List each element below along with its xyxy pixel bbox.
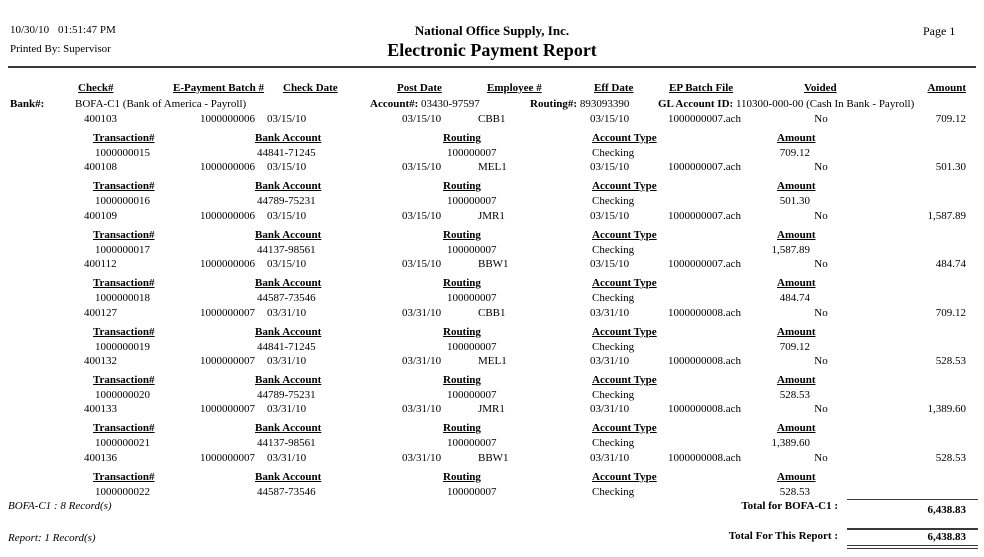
- bank-name: BOFA-C1 (Bank of America - Payroll): [75, 98, 247, 110]
- check-record-row: [0, 161, 984, 210]
- report-total-label: Total For This Report :: [728, 530, 838, 542]
- account-type: Checking: [592, 389, 635, 401]
- routing-number: 100000007: [447, 437, 497, 450]
- sub-header-account-type: Account Type: [592, 228, 657, 241]
- voided-flag: No: [814, 355, 828, 367]
- check-date: 03/15/10: [267, 209, 307, 222]
- routing-number-label: Routing#:: [530, 98, 578, 110]
- transaction-number: 1000000022: [95, 485, 150, 498]
- epayment-batch-number: 1000000006: [200, 161, 255, 174]
- report-total-rule-top: [847, 528, 978, 530]
- epayment-batch-number: 1000000007: [200, 355, 255, 367]
- column-header-amount: Amount: [927, 82, 966, 94]
- sub-header-routing: Routing: [443, 132, 481, 144]
- sub-header-bank-account: Bank Account: [255, 228, 322, 241]
- check-amount: 709.12: [935, 113, 966, 125]
- eff-date: 03/15/10: [590, 113, 630, 125]
- check-amount: 484.74: [935, 258, 966, 271]
- bank-total-label: Total for BOFA-C1 :: [741, 500, 838, 512]
- check-number: 400136: [84, 451, 117, 464]
- sub-header-account-type: Account Type: [592, 180, 657, 193]
- sub-header-transaction: Transaction#: [93, 325, 155, 338]
- sub-header-routing: Routing: [443, 325, 481, 338]
- check-date: 03/31/10: [267, 306, 307, 319]
- check-record-row: [0, 258, 984, 307]
- transaction-amount: 501.30: [779, 195, 810, 208]
- account-number-label: Account#:: [370, 98, 419, 110]
- header-divider: [8, 66, 976, 68]
- voided-flag: No: [814, 113, 828, 125]
- account-type: Checking: [592, 437, 635, 450]
- check-record-row: [0, 452, 984, 501]
- eff-date: 03/31/10: [590, 451, 630, 464]
- bank-account-number: 44789-75231: [257, 389, 316, 401]
- sub-header-amount: Amount: [777, 228, 816, 241]
- post-date: 03/15/10: [402, 209, 442, 222]
- bank-account-number: 44789-75231: [257, 195, 316, 208]
- transaction-amount: 528.53: [779, 485, 810, 498]
- account-number-value: 03430-97597: [421, 98, 480, 110]
- bank-label: Bank#:: [10, 98, 45, 110]
- column-header-eff-date: Eff Date: [594, 82, 634, 94]
- post-date: 03/31/10: [402, 355, 442, 367]
- sub-header-transaction: Transaction#: [93, 422, 155, 435]
- eff-date: 03/31/10: [590, 306, 630, 319]
- company-name: National Office Supply, Inc.: [414, 23, 570, 38]
- sub-header-transaction: Transaction#: [93, 180, 155, 193]
- ep-batch-file-name: 1000000007.ach: [668, 113, 742, 125]
- check-date: 03/31/10: [267, 403, 307, 416]
- employee-id: JMR1: [478, 209, 505, 222]
- employee-id: BBW1: [478, 258, 509, 271]
- sub-header-bank-account: Bank Account: [255, 422, 322, 435]
- routing-number: 100000007: [447, 340, 497, 353]
- voided-flag: No: [814, 451, 828, 464]
- gl-account-value: 110300-000-00 (Cash In Bank - Payroll): [735, 98, 915, 110]
- post-date: 03/15/10: [402, 113, 442, 125]
- post-date: 03/15/10: [402, 258, 442, 271]
- post-date: 03/31/10: [402, 403, 442, 416]
- bank-account-number: 44137-98561: [257, 243, 316, 256]
- check-amount: 501.30: [935, 161, 966, 174]
- sub-header-bank-account: Bank Account: [255, 132, 322, 144]
- post-date: 03/31/10: [402, 451, 442, 464]
- sub-header-account-type: Account Type: [592, 374, 657, 386]
- check-date: 03/31/10: [267, 451, 307, 464]
- epayment-batch-number: 1000000007: [200, 403, 255, 416]
- printed-by-label: Printed By:: [10, 43, 61, 55]
- sub-header-account-type: Account Type: [592, 277, 657, 290]
- epayment-batch-number: 1000000007: [200, 306, 255, 319]
- check-date: 03/15/10: [267, 161, 307, 174]
- account-type: Checking: [592, 243, 635, 256]
- check-date: 03/15/10: [267, 258, 307, 271]
- ep-batch-file-name: 1000000007.ach: [668, 161, 742, 174]
- check-date: 03/31/10: [267, 355, 307, 367]
- employee-id: CBB1: [478, 113, 506, 125]
- account-type: Checking: [592, 485, 635, 498]
- sub-header-transaction: Transaction#: [93, 470, 155, 483]
- sub-header-amount: Amount: [777, 132, 816, 144]
- report-record-count: Report: 1 Record(s): [8, 532, 96, 544]
- account-type: Checking: [592, 195, 635, 208]
- sub-header-amount: Amount: [777, 470, 816, 483]
- transaction-number: 1000000017: [95, 243, 150, 256]
- eff-date: 03/31/10: [590, 355, 630, 367]
- print-time: 01:51:47 PM: [58, 24, 116, 36]
- check-number: 400108: [84, 161, 117, 174]
- ep-batch-file-name: 1000000008.ach: [668, 403, 742, 416]
- sub-header-amount: Amount: [777, 422, 816, 435]
- voided-flag: No: [814, 403, 828, 416]
- check-amount: 709.12: [935, 306, 966, 319]
- print-date: 10/30/10: [10, 24, 50, 36]
- sub-header-transaction: Transaction#: [93, 277, 155, 290]
- routing-number: 100000007: [447, 195, 497, 208]
- check-amount: 528.53: [935, 451, 966, 464]
- epayment-batch-number: 1000000006: [200, 209, 255, 222]
- routing-number: 100000007: [447, 243, 497, 256]
- check-number: 400133: [84, 403, 117, 416]
- sub-header-bank-account: Bank Account: [255, 374, 322, 386]
- routing-number-value: 893093390: [579, 98, 630, 110]
- eff-date: 03/15/10: [590, 258, 630, 271]
- sub-header-bank-account: Bank Account: [255, 277, 322, 290]
- check-date: 03/15/10: [267, 113, 307, 125]
- page-number: Page 1: [923, 24, 956, 38]
- employee-id: CBB1: [478, 306, 506, 319]
- sub-header-routing: Routing: [443, 422, 481, 435]
- voided-flag: No: [814, 306, 828, 319]
- transaction-amount: 1,389.60: [771, 437, 810, 450]
- transaction-amount: 709.12: [779, 340, 810, 353]
- routing-number: 100000007: [447, 485, 497, 498]
- sub-header-bank-account: Bank Account: [255, 325, 322, 338]
- employee-id: MEL1: [478, 161, 507, 174]
- check-amount: 1,389.60: [927, 403, 966, 416]
- check-amount: 528.53: [935, 355, 966, 367]
- column-header-ep-batch-file: EP Batch File: [669, 82, 734, 94]
- employee-id: JMR1: [478, 403, 505, 416]
- account-type: Checking: [592, 147, 635, 159]
- eff-date: 03/15/10: [590, 209, 630, 222]
- check-record-row: [0, 355, 984, 404]
- sub-header-account-type: Account Type: [592, 325, 657, 338]
- check-amount: 1,587.89: [927, 209, 966, 222]
- bank-total-rule: [847, 499, 978, 500]
- bank-total-amount: 6,438.83: [927, 504, 966, 516]
- voided-flag: No: [814, 258, 828, 271]
- sub-header-amount: Amount: [777, 180, 816, 193]
- column-header-post-date: Post Date: [397, 82, 442, 94]
- epayment-batch-number: 1000000006: [200, 113, 255, 125]
- post-date: 03/15/10: [402, 161, 442, 174]
- sub-header-transaction: Transaction#: [93, 228, 155, 241]
- sub-header-bank-account: Bank Account: [255, 470, 322, 483]
- bank-account-number: 44841-71245: [257, 147, 316, 159]
- check-number: 400109: [84, 209, 117, 222]
- sub-header-account-type: Account Type: [592, 132, 657, 144]
- transaction-amount: 1,587.89: [771, 243, 810, 256]
- transaction-amount: 709.12: [779, 147, 810, 159]
- sub-header-routing: Routing: [443, 470, 481, 483]
- sub-header-amount: Amount: [777, 277, 816, 290]
- report-total-double-rule-1: [847, 545, 978, 546]
- check-number: 400132: [84, 355, 117, 367]
- sub-header-amount: Amount: [777, 374, 816, 386]
- check-number: 400127: [84, 306, 117, 319]
- sub-header-routing: Routing: [443, 374, 481, 386]
- post-date: 03/31/10: [402, 306, 442, 319]
- sub-header-routing: Routing: [443, 277, 481, 290]
- report-total-amount: 6,438.83: [927, 531, 966, 543]
- epayment-batch-number: 1000000006: [200, 258, 255, 271]
- ep-batch-file-name: 1000000008.ach: [668, 306, 742, 319]
- sub-header-account-type: Account Type: [592, 470, 657, 483]
- eff-date: 03/15/10: [590, 161, 630, 174]
- column-header-employee: Employee #: [487, 82, 542, 94]
- bank-account-number: 44137-98561: [257, 437, 316, 450]
- report-title: Electronic Payment Report: [387, 40, 597, 60]
- sub-header-account-type: Account Type: [592, 422, 657, 435]
- gl-account-label: GL Account ID:: [658, 98, 734, 110]
- bank-account-number: 44841-71245: [257, 340, 316, 353]
- employee-id: BBW1: [478, 451, 509, 464]
- bank-account-number: 44587-73546: [257, 485, 316, 498]
- ep-batch-file-name: 1000000007.ach: [668, 258, 742, 271]
- sub-header-routing: Routing: [443, 228, 481, 241]
- transaction-amount: 484.74: [779, 292, 810, 305]
- bank-account-number: 44587-73546: [257, 292, 316, 305]
- epayment-batch-number: 1000000007: [200, 451, 255, 464]
- ep-batch-file-name: 1000000008.ach: [668, 451, 742, 464]
- check-record-row: [0, 307, 984, 356]
- transaction-number: 1000000016: [95, 195, 150, 208]
- sub-header-transaction: Transaction#: [93, 374, 155, 386]
- printed-by-value: Supervisor: [63, 43, 111, 55]
- transaction-amount: 528.53: [779, 389, 810, 401]
- account-type: Checking: [592, 340, 635, 353]
- transaction-number: 1000000018: [95, 292, 150, 305]
- transaction-number: 1000000020: [95, 389, 150, 401]
- routing-number: 100000007: [447, 292, 497, 305]
- column-header-batch: E-Payment Batch #: [173, 82, 265, 94]
- check-record-row: [0, 403, 984, 452]
- transaction-number: 1000000021: [95, 437, 150, 450]
- routing-number: 100000007: [447, 389, 497, 401]
- ep-batch-file-name: 1000000007.ach: [668, 209, 742, 222]
- eff-date: 03/31/10: [590, 403, 630, 416]
- bank-record-count: BOFA-C1 : 8 Record(s): [8, 500, 112, 512]
- transaction-number: 1000000019: [95, 340, 150, 353]
- check-number: 400103: [84, 113, 117, 125]
- sub-header-transaction: Transaction#: [93, 132, 155, 144]
- ep-batch-file-name: 1000000008.ach: [668, 355, 742, 367]
- check-record-row: [0, 210, 984, 259]
- account-type: Checking: [592, 292, 635, 305]
- sub-header-routing: Routing: [443, 180, 481, 193]
- voided-flag: No: [814, 209, 828, 222]
- sub-header-bank-account: Bank Account: [255, 180, 322, 193]
- column-header-check: Check#: [78, 82, 114, 94]
- transaction-number: 1000000015: [95, 147, 150, 159]
- routing-number: 100000007: [447, 147, 497, 159]
- report-total-double-rule-2: [847, 548, 978, 549]
- column-header-voided: Voided: [804, 82, 837, 94]
- sub-header-amount: Amount: [777, 325, 816, 338]
- check-number: 400112: [84, 258, 117, 271]
- employee-id: MEL1: [478, 355, 507, 367]
- voided-flag: No: [814, 161, 828, 174]
- column-header-check-date: Check Date: [283, 82, 338, 94]
- check-record-row: [0, 113, 984, 162]
